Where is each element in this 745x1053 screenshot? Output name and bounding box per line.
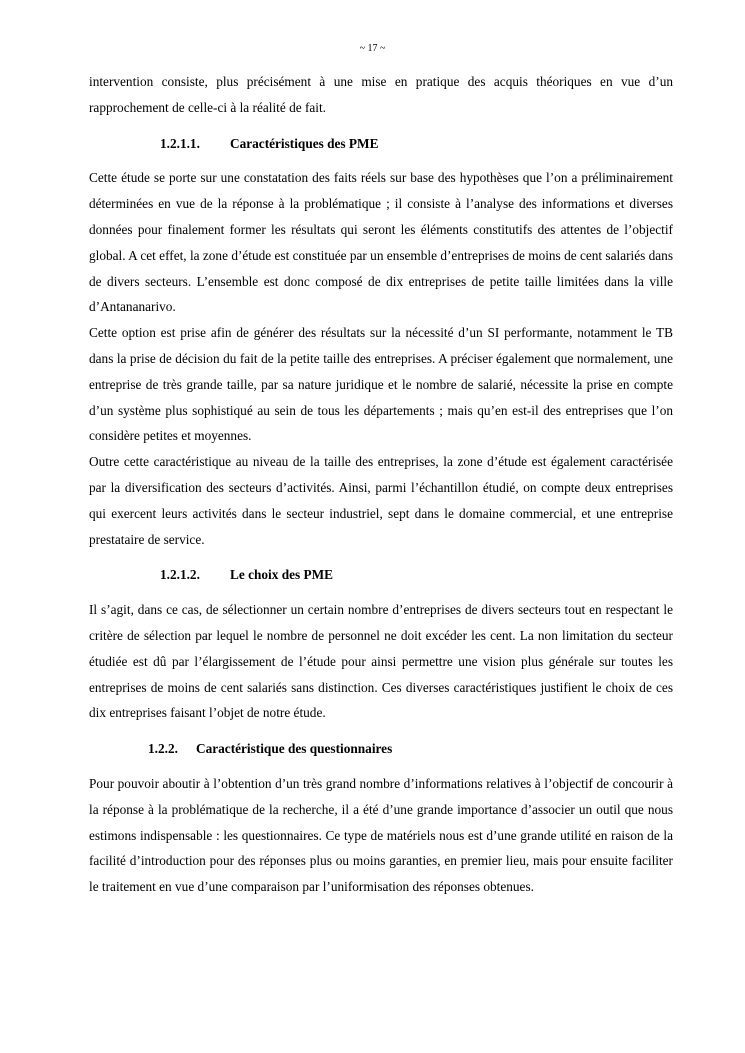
section-title: Le choix des PME	[230, 567, 334, 583]
section-number: 1.2.1.1.	[160, 135, 200, 151]
section-number: 1.2.2.	[148, 741, 178, 757]
section-heading-1212	[89, 562, 673, 588]
page-body	[89, 69, 673, 900]
section-heading-122	[89, 736, 673, 762]
page-number: ~ 17 ~	[359, 43, 386, 54]
section-title: Caractéristiques des PME	[230, 135, 379, 151]
intro-paragraph: intervention consiste, plus précisément à une mise en pratique des acquis théoriques en vue d’un rapprochement de celle-ci à la réalité de fait.	[89, 74, 673, 115]
section-title: Caractéristique des questionnaires	[196, 741, 393, 757]
paragraph: Il s’agit, dans ce cas, de sélectionner un certain nombre d’entreprises de divers secteurs tout en respectant le critère de sélection par lequel le nombre de personnel ne doit excéder les cent. La non limitation du secteur étudiée est dû par l’élargissement de l’étude pour ainsi permettre une vision plus générale sur toutes les entreprises de moins de cent salariés sans distinction. Ces diverses caractéristiques justifient le choix de ces dix entreprises faisant l’objet de notre étude.	[89, 602, 673, 721]
paragraph: Cette étude se porte sur une constatation des faits réels sur base des hypothèses que l’on a préliminairement déterminées en vue de la réponse à la problématique ; il consiste à l’analyse des informations et diverses données pour finalement former les résultats qui seront les éléments constitutifs des attentes de l’objectif global. A cet effet, la zone d’étude est constituée par un ensemble d’entreprises de moins de cent salariés dans de divers secteurs. L’ensemble est donc composé de dix entreprises de petite taille limitées dans la ville d’Antananarivo.	[89, 170, 673, 315]
section-number: 1.2.1.2.	[160, 567, 200, 583]
paragraph: Outre cette caractéristique au niveau de la taille des entreprises, la zone d’étude est également caractérisée par la diversification des secteurs d’activités. Ainsi, parmi l’échantillon étudié, on compte deux entreprises qui exercent leurs activités dans le secteur industriel, sept dans le domaine commercial, et une entreprise prestataire de service.	[89, 454, 673, 547]
section-heading-1211	[89, 131, 673, 157]
paragraph: Cette option est prise afin de générer des résultats sur la nécessité d’un SI performante, notamment le TB dans la prise de décision du fait de la petite taille des entreprises. A préciser également que normalement, une entreprise de très grande taille, par sa nature juridique et le nombre de salarié, nécessite la prise en compte d’un système plus sophistiqué au sein de tous les départements ; mais qu’en est-il des entreprises que l’on considère petites et moyennes.	[89, 325, 673, 444]
paragraph: Pour pouvoir aboutir à l’obtention d’un très grand nombre d’informations relatives à l’objectif de concourir à la réponse à la problématique de la recherche, il a été d’une grande importance d’associer un outil que nous estimons indispensable : les questionnaires. Ce type de matériels nous est d’une grande utilité en raison de la facilité d’introduction pour des réponses plus ou moins garanties, en premier lieu, mais pour ensuite faciliter le traitement en vue d’une comparaison par l’uniformisation des réponses obtenues.	[89, 775, 673, 895]
